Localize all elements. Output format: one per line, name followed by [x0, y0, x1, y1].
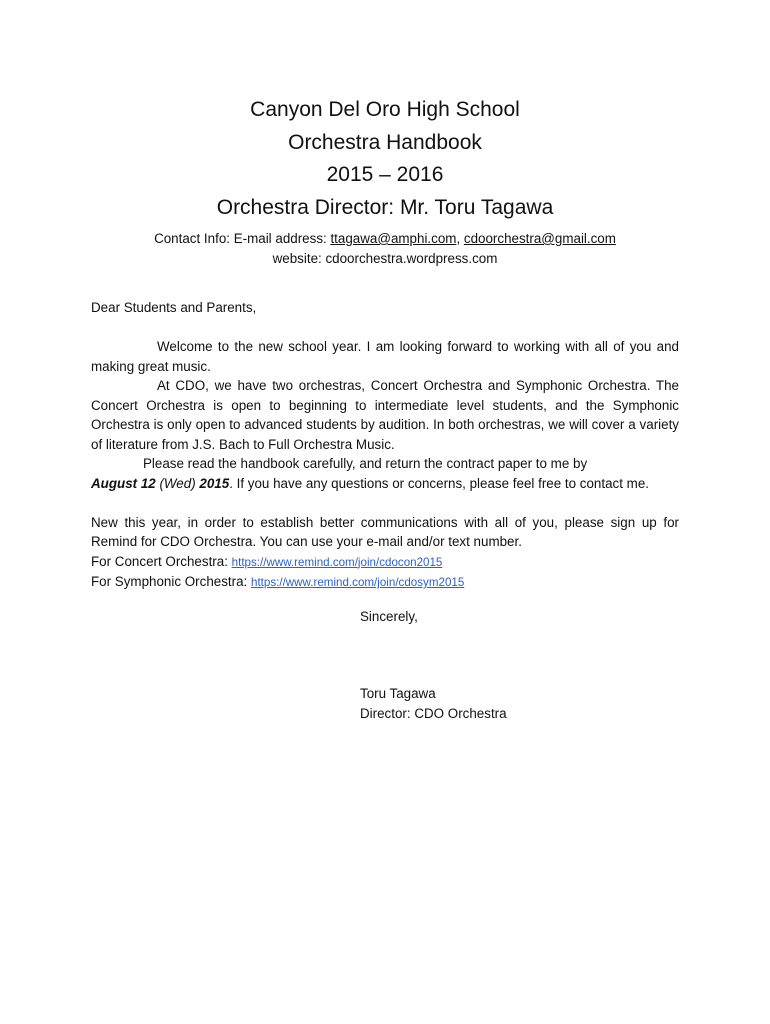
handbook-instructions: Please read the handbook carefully, and return the contract paper to me by [143, 456, 588, 471]
contact-info [0, 229, 770, 249]
orchestras-paragraph: At CDO, we have two orchestras, Concert Orchestra and Symphonic Orchestra. The Concert Orchestra is open to beginning to intermediate level students, and the Symphonic Orchestra is only open to advanced students by audition. In both orchestras, we will cover a variety of literature from J.S. Bach to Full Orchestra Music. [91, 378, 679, 452]
signature-name: Toru Tagawa [360, 686, 436, 701]
spacer [91, 318, 679, 338]
signature-block [360, 684, 680, 723]
salutation: Dear Students and Parents, [91, 300, 257, 315]
school-name: Canyon Del Oro High School [250, 98, 520, 121]
concert-remind-line [91, 552, 679, 573]
deadline-date: August 12 [91, 475, 156, 491]
symphonic-remind-line [91, 572, 679, 593]
symphonic-label: For Symphonic Orchestra: [91, 574, 251, 589]
director-line: Orchestra Director: Mr. Toru Tagawa [216, 195, 554, 219]
deadline-year: 2015 [199, 475, 230, 491]
concert-label: For Concert Orchestra: [91, 553, 232, 569]
sincerely: Sincerely, [360, 609, 418, 624]
letter-body [91, 298, 679, 593]
website-line: website: cdoorchestra.wordpress.com [272, 250, 498, 266]
deadline-line [91, 474, 679, 494]
school-year: 2015 – 2016 [326, 163, 444, 186]
concert-remind-link[interactable]: https://www.remind.com/join/cdocon2015 [231, 555, 443, 569]
welcome-paragraph: Welcome to the new school year. I am looking forward to working with all of you and making great music. [91, 339, 679, 374]
document-title: Orchestra Handbook [288, 130, 482, 154]
email-separator: , [456, 231, 464, 246]
signature-title: Director: CDO Orchestra [360, 705, 507, 721]
email-link-ttagawa[interactable]: ttagawa@amphi.com [330, 231, 457, 246]
deadline-rest: . If you have any questions or concerns, please feel free to contact me. [229, 475, 649, 491]
contact-prefix: Contact Info: E-mail address: [154, 231, 331, 246]
deadline-day: (Wed) [155, 475, 200, 491]
symphonic-remind-link[interactable]: https://www.remind.com/join/cdosym2015 [251, 576, 465, 589]
remind-paragraph: New this year, in order to establish better communications with all of you, please sign up for Remind for CDO Orchestra. You can use your e-mail and/or text number. [91, 514, 679, 549]
email-link-cdoorchestra[interactable]: cdoorchestra@gmail.com [463, 231, 616, 246]
spacer [91, 493, 679, 513]
title-block [0, 94, 770, 268]
closing-block [360, 607, 680, 627]
